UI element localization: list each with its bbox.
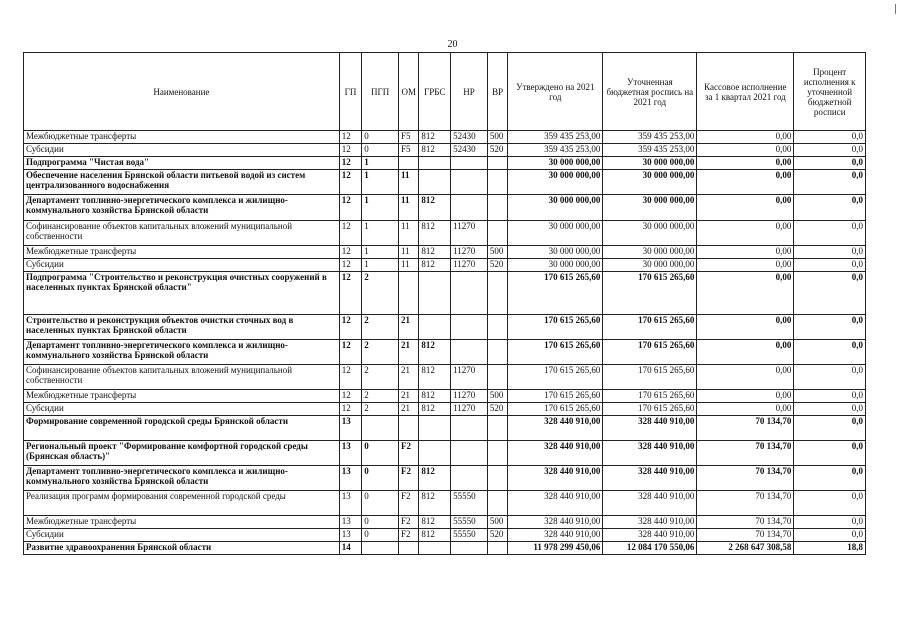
cell-gp: 12 <box>339 170 361 195</box>
cell-gp: 12 <box>339 195 361 221</box>
cell-approved: 328 440 910,00 <box>508 491 603 516</box>
cell-vr: 500 <box>487 246 507 259</box>
cell-percent: 18,8 <box>794 542 866 555</box>
cell-refined: 12 084 170 550,06 <box>603 542 697 555</box>
cell-ppgp: 0 <box>362 529 399 542</box>
cell-om: F2 <box>399 491 419 516</box>
cell-ppgp: 0 <box>362 144 399 157</box>
cell-om: F5 <box>399 144 419 157</box>
cell-ppgp: 0 <box>362 441 399 466</box>
cell-vr <box>487 416 507 441</box>
cell-cash: 70 134,70 <box>697 516 794 529</box>
cell-np <box>451 272 488 315</box>
cell-gp: 12 <box>339 131 361 144</box>
cell-np: 55550 <box>451 516 488 529</box>
cell-name: Департамент топливно-энергетического комплекса и жилищно-коммунального хозяйства Брянской области <box>24 466 340 491</box>
cell-approved: 30 000 000,00 <box>508 221 603 246</box>
cell-cash: 0,00 <box>697 131 794 144</box>
cell-percent: 0,0 <box>794 272 866 315</box>
cell-cash: 0,00 <box>697 365 794 390</box>
cell-percent: 0,0 <box>794 529 866 542</box>
cell-om: 11 <box>399 246 419 259</box>
cell-ppgp: 2 <box>362 272 399 315</box>
table-row <box>24 195 866 221</box>
cell-vr <box>487 466 507 491</box>
header-cash: Кассовое исполнение за 1 квартал 2021 год <box>697 53 794 131</box>
cell-refined: 30 000 000,00 <box>603 246 697 259</box>
cell-vr: 520 <box>487 144 507 157</box>
cell-gp: 12 <box>339 157 361 170</box>
cell-cash: 0,00 <box>697 259 794 272</box>
cell-refined: 170 615 265,60 <box>603 365 697 390</box>
cell-ppgp: 1 <box>362 195 399 221</box>
cell-vr: 500 <box>487 516 507 529</box>
cell-approved: 328 440 910,00 <box>508 416 603 441</box>
cell-ppgp: 2 <box>362 390 399 403</box>
cell-ppgp: 2 <box>362 365 399 390</box>
cell-grbs <box>419 315 451 340</box>
cell-om: F2 <box>399 516 419 529</box>
cell-grbs: 812 <box>419 491 451 516</box>
page-number: 20 <box>447 39 458 50</box>
cell-grbs: 812 <box>419 529 451 542</box>
cell-name: Региональный проект "Формирование комфортной городской среды (Брянская область)" <box>24 441 340 466</box>
cell-name: Формирование современной городской среды Брянской области <box>24 416 340 441</box>
cell-name: Межбюджетные трансферты <box>24 516 340 529</box>
cell-refined: 30 000 000,00 <box>603 195 697 221</box>
table-row <box>24 390 866 403</box>
cell-gp: 12 <box>339 246 361 259</box>
cell-grbs: 812 <box>419 221 451 246</box>
cell-gp: 12 <box>339 144 361 157</box>
table-row <box>24 466 866 491</box>
cell-np: 11270 <box>451 259 488 272</box>
cell-grbs <box>419 441 451 466</box>
cell-om: 21 <box>399 340 419 365</box>
table-row <box>24 272 866 315</box>
cell-approved: 170 615 265,60 <box>508 340 603 365</box>
table-row <box>24 170 866 195</box>
cell-om: 11 <box>399 221 419 246</box>
cell-approved: 30 000 000,00 <box>508 246 603 259</box>
table-row <box>24 441 866 466</box>
table-row <box>24 516 866 529</box>
cell-name: Межбюджетные трансферты <box>24 131 340 144</box>
cell-refined: 328 440 910,00 <box>603 416 697 441</box>
header-refined: Уточненная бюджетная роспись на 2021 год <box>603 53 697 131</box>
cell-cash: 2 268 647 308,58 <box>697 542 794 555</box>
cell-ppgp: 2 <box>362 315 399 340</box>
cell-vr <box>487 272 507 315</box>
cell-gp: 12 <box>339 390 361 403</box>
cell-refined: 328 440 910,00 <box>603 516 697 529</box>
cell-ppgp: 1 <box>362 259 399 272</box>
cell-percent: 0,0 <box>794 441 866 466</box>
cell-name: Субсидии <box>24 529 340 542</box>
table-row <box>24 144 866 157</box>
cell-refined: 30 000 000,00 <box>603 221 697 246</box>
cell-cash: 0,00 <box>697 157 794 170</box>
cell-percent: 0,0 <box>794 403 866 416</box>
cell-name: Департамент топливно-энергетического комплекса и жилищно-коммунального хозяйства Брянской области <box>24 340 340 365</box>
cell-vr <box>487 315 507 340</box>
cell-grbs <box>419 542 451 555</box>
cell-refined: 30 000 000,00 <box>603 259 697 272</box>
cell-grbs: 812 <box>419 365 451 390</box>
cell-cash: 0,00 <box>697 195 794 221</box>
cell-gp: 13 <box>339 529 361 542</box>
cell-gp: 13 <box>339 491 361 516</box>
cell-cash: 0,00 <box>697 272 794 315</box>
cell-grbs: 812 <box>419 246 451 259</box>
cell-om <box>399 542 419 555</box>
cell-ppgp: 1 <box>362 157 399 170</box>
cell-np: 55550 <box>451 529 488 542</box>
table-row <box>24 157 866 170</box>
cell-np: 11270 <box>451 221 488 246</box>
cell-om: F2 <box>399 466 419 491</box>
cell-ppgp: 1 <box>362 246 399 259</box>
cell-approved: 30 000 000,00 <box>508 170 603 195</box>
cell-cash: 0,00 <box>697 170 794 195</box>
cell-ppgp <box>362 416 399 441</box>
cell-percent: 0,0 <box>794 365 866 390</box>
cell-approved: 170 615 265,60 <box>508 315 603 340</box>
cell-vr <box>487 340 507 365</box>
cell-percent: 0,0 <box>794 466 866 491</box>
cell-om: F2 <box>399 441 419 466</box>
cell-ppgp: 1 <box>362 221 399 246</box>
cell-vr: 500 <box>487 131 507 144</box>
cell-np: 52430 <box>451 144 488 157</box>
cell-vr: 520 <box>487 529 507 542</box>
cell-approved: 170 615 265,60 <box>508 403 603 416</box>
cell-np: 11270 <box>451 246 488 259</box>
cell-refined: 359 435 253,00 <box>603 144 697 157</box>
cell-name: Подпрограмма "Чистая вода" <box>24 157 340 170</box>
cell-ppgp <box>362 542 399 555</box>
cell-np: 11270 <box>451 365 488 390</box>
cell-np <box>451 340 488 365</box>
cell-gp: 12 <box>339 221 361 246</box>
cell-percent: 0,0 <box>794 315 866 340</box>
cell-gp: 12 <box>339 315 361 340</box>
cell-grbs: 812 <box>419 131 451 144</box>
cell-refined: 328 440 910,00 <box>603 491 697 516</box>
cell-name: Межбюджетные трансферты <box>24 246 340 259</box>
cell-cash: 0,00 <box>697 144 794 157</box>
cell-grbs <box>419 272 451 315</box>
cell-grbs: 812 <box>419 516 451 529</box>
cell-np: 11270 <box>451 390 488 403</box>
cell-approved: 328 440 910,00 <box>508 441 603 466</box>
cell-refined: 170 615 265,60 <box>603 390 697 403</box>
cell-cash: 70 134,70 <box>697 529 794 542</box>
cell-gp: 12 <box>339 272 361 315</box>
cell-grbs: 812 <box>419 403 451 416</box>
table-row <box>24 315 866 340</box>
cell-name: Субсидии <box>24 403 340 416</box>
cell-vr: 520 <box>487 259 507 272</box>
cell-percent: 0,0 <box>794 131 866 144</box>
table-row <box>24 416 866 441</box>
cell-name: Обеспечение населения Брянской области питьевой водой из систем централизованного водоснабжения <box>24 170 340 195</box>
cell-vr: 500 <box>487 390 507 403</box>
header-grbs: ГРБС <box>419 53 451 131</box>
scan-edge-mark <box>895 4 896 14</box>
cell-cash: 0,00 <box>697 340 794 365</box>
cell-percent: 0,0 <box>794 157 866 170</box>
header-approved: Утверждено на 2021 год <box>508 53 603 131</box>
table-row <box>24 542 866 555</box>
cell-percent: 0,0 <box>794 259 866 272</box>
cell-np <box>451 441 488 466</box>
cell-refined: 170 615 265,60 <box>603 272 697 315</box>
cell-vr <box>487 157 507 170</box>
header-name: Наименование <box>24 53 340 131</box>
cell-percent: 0,0 <box>794 340 866 365</box>
cell-refined: 328 440 910,00 <box>603 529 697 542</box>
cell-approved: 328 440 910,00 <box>508 516 603 529</box>
cell-ppgp: 0 <box>362 466 399 491</box>
cell-np <box>451 542 488 555</box>
cell-gp: 12 <box>339 365 361 390</box>
cell-percent: 0,0 <box>794 246 866 259</box>
cell-name: Субсидии <box>24 259 340 272</box>
cell-np <box>451 466 488 491</box>
cell-vr: 520 <box>487 403 507 416</box>
cell-approved: 359 435 253,00 <box>508 144 603 157</box>
cell-grbs: 812 <box>419 195 451 221</box>
cell-np <box>451 157 488 170</box>
cell-np <box>451 170 488 195</box>
cell-grbs: 812 <box>419 259 451 272</box>
cell-om: F2 <box>399 529 419 542</box>
cell-om <box>399 272 419 315</box>
cell-cash: 70 134,70 <box>697 416 794 441</box>
cell-np <box>451 195 488 221</box>
cell-om: 11 <box>399 170 419 195</box>
header-gp: ГП <box>339 53 361 131</box>
cell-percent: 0,0 <box>794 491 866 516</box>
cell-vr <box>487 491 507 516</box>
header-vr: ВР <box>487 53 507 131</box>
table-row <box>24 491 866 516</box>
cell-refined: 30 000 000,00 <box>603 157 697 170</box>
cell-np <box>451 416 488 441</box>
cell-gp: 13 <box>339 466 361 491</box>
cell-om: 11 <box>399 259 419 272</box>
cell-percent: 0,0 <box>794 516 866 529</box>
cell-gp: 13 <box>339 416 361 441</box>
cell-vr <box>487 170 507 195</box>
table-row <box>24 529 866 542</box>
cell-percent: 0,0 <box>794 390 866 403</box>
cell-approved: 170 615 265,60 <box>508 272 603 315</box>
cell-grbs: 812 <box>419 390 451 403</box>
cell-cash: 0,00 <box>697 246 794 259</box>
cell-om <box>399 157 419 170</box>
cell-refined: 170 615 265,60 <box>603 403 697 416</box>
cell-gp: 12 <box>339 403 361 416</box>
cell-name: Межбюджетные трансферты <box>24 390 340 403</box>
cell-grbs: 812 <box>419 144 451 157</box>
cell-cash: 0,00 <box>697 315 794 340</box>
cell-om: 21 <box>399 390 419 403</box>
budget-execution-table <box>23 52 866 555</box>
table-row <box>24 246 866 259</box>
cell-vr <box>487 542 507 555</box>
table-row <box>24 131 866 144</box>
table-row <box>24 259 866 272</box>
cell-ppgp: 1 <box>362 170 399 195</box>
cell-gp: 14 <box>339 542 361 555</box>
cell-vr <box>487 365 507 390</box>
table-row <box>24 403 866 416</box>
cell-om <box>399 416 419 441</box>
cell-ppgp: 0 <box>362 491 399 516</box>
cell-om: 21 <box>399 315 419 340</box>
cell-grbs: 812 <box>419 466 451 491</box>
cell-name: Софинансирование объектов капитальных вложений муниципальной собственности <box>24 365 340 390</box>
cell-grbs: 812 <box>419 340 451 365</box>
cell-refined: 30 000 000,00 <box>603 170 697 195</box>
cell-percent: 0,0 <box>794 195 866 221</box>
cell-approved: 170 615 265,60 <box>508 365 603 390</box>
cell-om: F5 <box>399 131 419 144</box>
cell-vr <box>487 195 507 221</box>
cell-grbs <box>419 157 451 170</box>
cell-grbs <box>419 170 451 195</box>
cell-refined: 328 440 910,00 <box>603 441 697 466</box>
cell-approved: 30 000 000,00 <box>508 195 603 221</box>
cell-ppgp: 0 <box>362 516 399 529</box>
cell-name: Реализация программ формирования современной городской среды <box>24 491 340 516</box>
cell-refined: 328 440 910,00 <box>603 466 697 491</box>
cell-refined: 359 435 253,00 <box>603 131 697 144</box>
cell-om: 21 <box>399 403 419 416</box>
header-om: ОМ <box>399 53 419 131</box>
cell-np <box>451 315 488 340</box>
cell-approved: 359 435 253,00 <box>508 131 603 144</box>
cell-refined: 170 615 265,60 <box>603 315 697 340</box>
table-body <box>24 131 866 555</box>
cell-om: 11 <box>399 195 419 221</box>
table-row <box>24 365 866 390</box>
cell-ppgp: 2 <box>362 340 399 365</box>
cell-name: Подпрограмма "Строительство и реконструкция очистных сооружений в населенных пунктах Брянской области" <box>24 272 340 315</box>
table-header-row <box>24 53 866 131</box>
cell-name: Субсидии <box>24 144 340 157</box>
cell-cash: 0,00 <box>697 390 794 403</box>
cell-np: 55550 <box>451 491 488 516</box>
cell-cash: 70 134,70 <box>697 441 794 466</box>
header-np: НР <box>451 53 488 131</box>
cell-cash: 70 134,70 <box>697 491 794 516</box>
cell-np: 52430 <box>451 131 488 144</box>
cell-approved: 170 615 265,60 <box>508 390 603 403</box>
cell-approved: 328 440 910,00 <box>508 466 603 491</box>
cell-grbs <box>419 416 451 441</box>
cell-ppgp: 2 <box>362 403 399 416</box>
cell-refined: 170 615 265,60 <box>603 340 697 365</box>
cell-ppgp: 0 <box>362 131 399 144</box>
cell-cash: 0,00 <box>697 221 794 246</box>
header-ppgp: ПГП <box>362 53 399 131</box>
cell-name: Департамент топливно-энергетического комплекса и жилищно-коммунального хозяйства Брянской области <box>24 195 340 221</box>
cell-cash: 0,00 <box>697 403 794 416</box>
cell-name: Развитие здравоохранения Брянской области <box>24 542 340 555</box>
cell-name: Строительство и реконструкция объектов очистки сточных вод в населенных пунктах Брянской области <box>24 315 340 340</box>
cell-gp: 12 <box>339 259 361 272</box>
cell-cash: 70 134,70 <box>697 466 794 491</box>
cell-gp: 12 <box>339 340 361 365</box>
cell-gp: 13 <box>339 441 361 466</box>
header-percent: Процент исполнения к уточненной бюджетной росписи <box>794 53 866 131</box>
cell-percent: 0,0 <box>794 416 866 441</box>
cell-gp: 13 <box>339 516 361 529</box>
cell-percent: 0,0 <box>794 221 866 246</box>
cell-approved: 30 000 000,00 <box>508 157 603 170</box>
cell-approved: 30 000 000,00 <box>508 259 603 272</box>
cell-om: 21 <box>399 365 419 390</box>
cell-vr <box>487 221 507 246</box>
cell-approved: 11 978 299 450,06 <box>508 542 603 555</box>
cell-percent: 0,0 <box>794 144 866 157</box>
table-row <box>24 340 866 365</box>
cell-percent: 0,0 <box>794 170 866 195</box>
cell-np: 11270 <box>451 403 488 416</box>
cell-name: Софинансирование объектов капитальных вложений муниципальной собственности <box>24 221 340 246</box>
cell-approved: 328 440 910,00 <box>508 529 603 542</box>
table-row <box>24 221 866 246</box>
cell-vr <box>487 441 507 466</box>
